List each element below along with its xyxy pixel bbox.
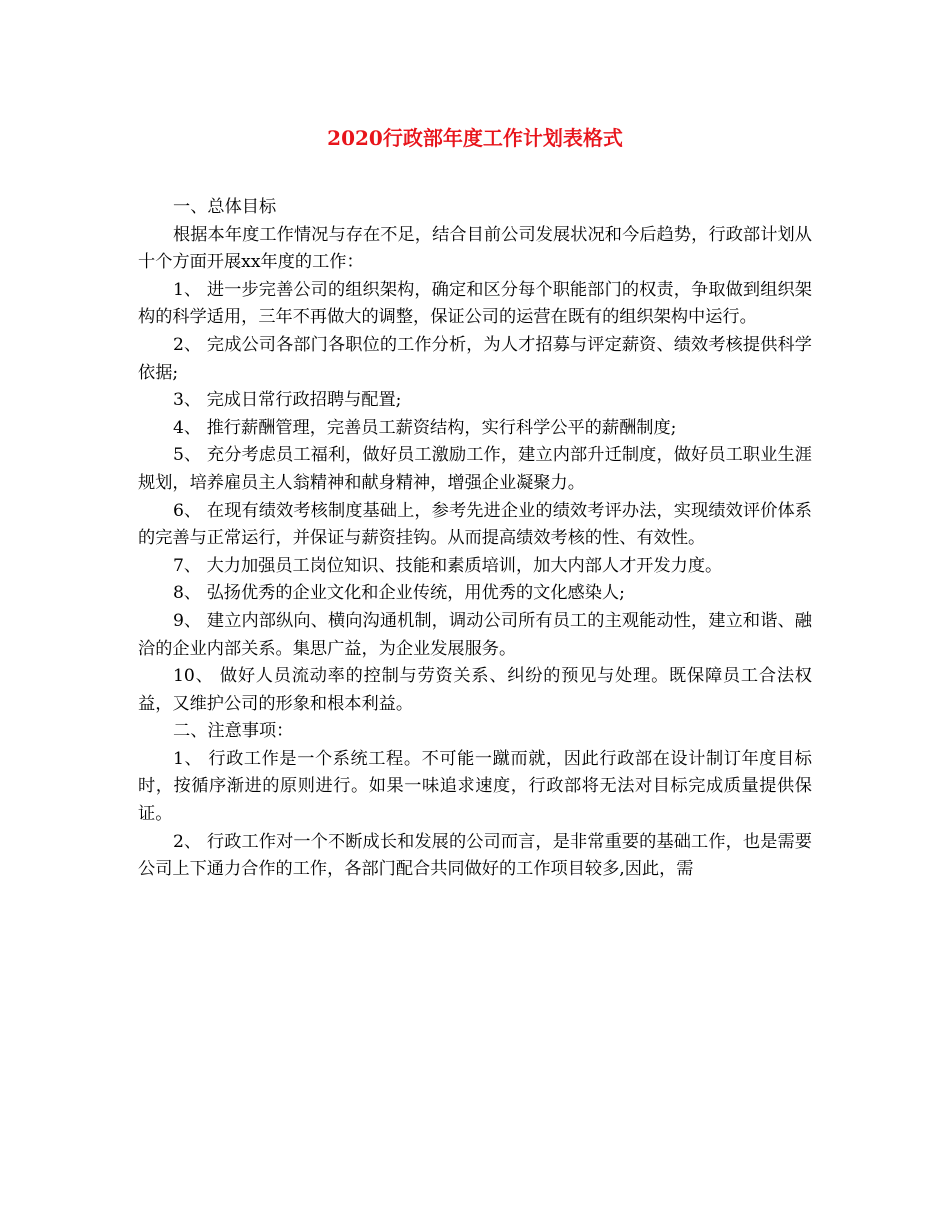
document-title: 2020行政部年度工作计划表格式 <box>327 126 623 150</box>
goal-item-5: 5、 充分考虑员工福利，做好员工激励工作，建立内部升迁制度，做好员工职业生涯规划，培养雇员主人翁精神和献身精神，增强企业凝聚力。 <box>138 445 812 493</box>
goal-item-3: 3、 完成日常行政招聘与配置; <box>173 390 402 411</box>
document-body <box>138 194 812 884</box>
goal-item-7: 7、 大力加强员工岗位知识、技能和素质培训，加大内部人才开发力度。 <box>173 555 723 576</box>
section-heading-notes: 二、注意事项： <box>173 721 294 742</box>
note-item-2: 2、 行政工作对一个不断成长和发展的公司而言，是非常重要的基础工作，也是需要公司上下通力合作的工作，各部门配合共同做好的工作项目较多,因此，需 <box>138 831 812 880</box>
goal-item-8: 8、 弘扬优秀的企业文化和企业传统，用优秀的文化感染人; <box>173 583 625 604</box>
goal-item-9: 9、 建立内部纵向、横向沟通机制，调动公司所有员工的主观能动性，建立和谐、融洽的企业内部关系。集思广益，为企业发展服务。 <box>138 610 812 659</box>
goal-item-1: 1、 进一步完善公司的组织架构，确定和区分每个职能部门的权责，争取做到组织架构的科学适用，三年不再做大的调整，保证公司的运营在既有的组织架构中运行。 <box>138 279 812 328</box>
section-heading-overall-goals: 一、总体目标 <box>173 197 277 217</box>
intro-paragraph: 根据本年度工作情况与存在不足，结合目前公司发展状况和今后趋势，行政部计划从十个方面开展xx年度的工作： <box>138 224 812 273</box>
goal-item-4: 4、 推行薪酬管理，完善员工薪资结构，实行科学公平的薪酬制度; <box>173 417 677 438</box>
note-item-1: 1、 行政工作是一个系统工程。不可能一蹴而就，因此行政部在设计制订年度目标时，按循序渐进的原则进行。如果一味追求速度，行政部将无法对目标完成质量提供保证。 <box>138 748 812 825</box>
goal-item-2: 2、 完成公司各部门各职位的工作分析，为人才招募与评定薪资、绩效考核提供科学依据; <box>138 334 812 383</box>
goal-item-10: 10、 做好人员流动率的控制与劳资关系、纠纷的预见与处理。既保障员工合法权益，又维护公司的形象和根本利益。 <box>138 666 812 714</box>
goal-item-6: 6、 在现有绩效考核制度基础上，参考先进企业的绩效考评办法，实现绩效评价体系的完善与正常运行，并保证与薪资挂钩。从而提高绩效考核的性、有效性。 <box>138 500 812 549</box>
